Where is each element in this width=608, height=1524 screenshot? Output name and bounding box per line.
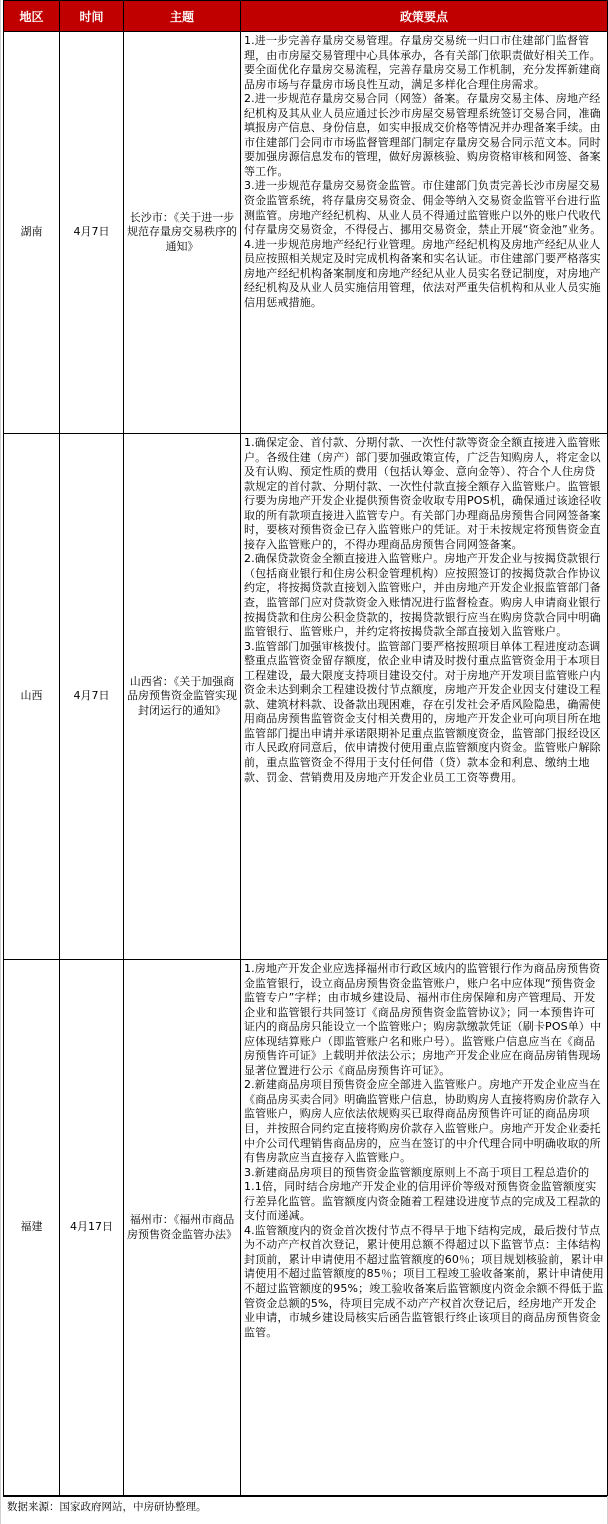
- policy-point: 4.进一步规范房地产经纪行业管理。房地产经纪机构及房地产经纪从业人员应按照相关规定及时完成机构备案和实名认证。市住建部门要严格落实房地产经纪机构备案制度和房地产经纪从业人员实名登记制度，对房地产经纪机构及从业人员实施信用管理，依法对严重失信机构和从业人员实施信用惩戒措施。: [244, 237, 601, 309]
- policy-point: 4.监管额度内的资金首次拨付节点不得早于地下结构完成，最后拨付节点为不动产产权首次登记，累计使用总额不得超过以下监管节点：主体结构封顶前，累计申请使用不超过监管额度的60％；项目规划核验前，累计申请使用不超过监管额度的85％；项目工程竣工验收备案前，累计申请使用不超过监管额度的95%；竣工验收备案后监管额度内资金余额不得低于监管资金总额的5%，待项目完成不动产产权首次登记后，经房地产开发企业申请，市城乡建设局核实后函告监管银行终止该项目的商品房预售资金监管。: [244, 1223, 604, 1339]
- cell-date: 4月7日: [60, 32, 124, 434]
- cell-topic: 福州市：《福州市商品房预售资金监管办法》: [124, 960, 241, 1496]
- table-row-hunan: [4, 32, 608, 434]
- cell-topic: 山西省：《关于加强商品房预售资金监管实现封闭运行的通知》: [124, 434, 241, 960]
- policy-point: 1.房地产开发企业应选择福州市行政区域内的监管银行作为商品房预售资金监管银行，设立商品房预售资金监管账户，账户名中应体现“预售资金监管专户”字样；由市城乡建设局、福州市住房保障和房产管理局、开发企业和监管银行共同签订《商品房预售资金监管协议》；同一本预售许可证内的商品房只能设立一个监管账户；购房款缴款凭证（刷卡POS单）中应体现结算账户（即监管账户名和账户号）。监管账户信息应当在《商品房预售许可证》上载明并依法公示；房地产开发企业应在商品房销售现场显著位置进行公示《商品房预售许可证》。: [244, 962, 602, 1077]
- cell-region: 福建: [4, 960, 60, 1496]
- policy-point: 3.新建商品房项目的预售资金监管额度原则上不高于项目工程总造价的1.1倍，同时结合房地产开发企业的信用评价等级对预售资金监管额度实行差异化监管。监管额度内资金随着工程建设进度节点的完成及工程款的支付而递减。: [244, 1165, 601, 1223]
- header-topic: 主题: [124, 1, 241, 32]
- data-source-note: 数据来源：国家政府网站，中房研协整理。: [3, 1496, 607, 1517]
- cell-date: 4月7日: [60, 434, 124, 960]
- cell-points: [241, 960, 608, 1496]
- policy-point: 3.监管部门加强审核拨付。监管部门要严格按照项目单体工程进度动态调整重点监管资金留存额度，依企业申请及时拨付重点监管资金用于本项目工程建设，最大限度支持项目建设交付。对于房地产开发项目监管账户内资金未达到剩余工程建设拨付节点额度，房地产开发企业因支付建设工程款、建筑材料款、设备款出现困难，存在引发社会矛盾风险隐患，确需使用商品房预售监管资金支付相关费用的，房地产开发企业可向项目所在地监管部门提出申请并承诺限期补足重点监管额度资金，监管部门报经设区市人民政府同意后，依申请拨付使用重点监管额度内资金。监管账户解除前，重点监管资金不得用于支付任何借（贷）款本金和利息、缴纳土地款、罚金、营销费用及房地产开发企业员工工资等费用。: [244, 639, 601, 784]
- policy-table: [3, 0, 608, 1496]
- cell-date: 4月17日: [60, 960, 124, 1496]
- cell-topic: 长沙市：《关于进一步规范存量房交易秩序的通知》: [124, 32, 241, 434]
- cell-points: [241, 32, 608, 434]
- table-row-shanxi: [4, 434, 608, 960]
- cell-region: 湖南: [4, 32, 60, 434]
- header-region: 地区: [4, 1, 60, 32]
- policy-point: 2.新建商品房项目预售资金应全部进入监管账户。房地产开发企业应当在《商品房买卖合同》明确监管账户信息，协助购房人直接将购房价款存入监管账户，购房人应依法依规购买已取得商品房预售许可证的商品房项目，并按照合同约定直接将购房价款存入监管账户。房地产开发企业委托中介公司代理销售商品房的，应当在签订的中介代理合同中明确收取的所有售房款应当直接存入监管账户。: [244, 1078, 601, 1165]
- policy-point: 2.确保贷款资金全额直接进入监管账户。房地产开发企业与按揭贷款银行（包括商业银行和住房公积金管理机构）应按照签订的按揭贷款合作协议约定，将按揭贷款直接划入监管账户，并由房地产开发企业报监管部门备查，监管部门应对贷款资金入账情况进行监督检查。购房人申请商业银行按揭贷款和住房公积金贷款的，按揭贷款银行应当在购房贷款合同中明确监管银行、监管账户，并约定将按揭贷款全部直接划入监管账户。: [244, 552, 601, 639]
- cell-region: 山西: [4, 434, 60, 960]
- table-row-fujian: [4, 960, 608, 1496]
- cell-points: [241, 434, 608, 960]
- policy-point: 1.进一步完善存量房交易管理。存量房交易统一归口市住建部门监督管理，由市房屋交易管理中心具体承办，各有关部门依职责做好相关工作。要全面优化存量房交易流程，完善存量房交易工作机制，充分发挥新建商品房市场与存量房市场良性互动，满足多样化合理住房需求。: [244, 34, 601, 91]
- policy-point: 1.确保定金、首付款、分期付款、一次性付款等资金全额直接进入监管账户。各级住建（房产）部门要加强政策宣传，广泛告知购房人，将定金以及有认购、预定性质的费用（包括认筹金、意向金等）、符合个人住房贷款规定的首付款、分期付款、一次性付款直接全额存入监管账户。监管银行要为房地产开发企业提供预售资金收取专用POS机，确保通过该途径收取的所有款项直接进入监管专户。有关部门办理商品房预售合同网签备案时，要核对预售资金已存入监管账户的凭证。对于未按规定将预售资金直接存入监管账户的，不得办理商品房预售合同网签备案。: [244, 436, 602, 551]
- table-header-row: [4, 1, 608, 32]
- header-date: 时间: [60, 1, 124, 32]
- policy-point: 3.进一步规范存量房交易资金监管。市住建部门负责完善长沙市房屋交易资金监管系统，将存量房交易资金、佣金等纳入交易资金监管平台进行监测监管。房地产经纪机构、从业人员不得通过监管账户以外的账户代收代付存量房交易资金，不得侵占、挪用交易资金，禁止开展“资金池”业务。: [244, 179, 602, 237]
- header-points: 政策要点: [241, 1, 608, 32]
- policy-point: 2.进一步规范存量房交易合同（网签）备案。存量房交易主体、房地产经纪机构及其从业人员应通过长沙市房屋交易管理系统签订交易合同，准确填报房产信息、身份信息，如实申报成交价格等情况并办理备案手续。由市住建部门会同市市场监督管理部门制定存量房交易合同示范文本。同时要加强房源信息发布的管理，做好房源核验、购房资格审核和网签、备案等工作。: [244, 92, 601, 178]
